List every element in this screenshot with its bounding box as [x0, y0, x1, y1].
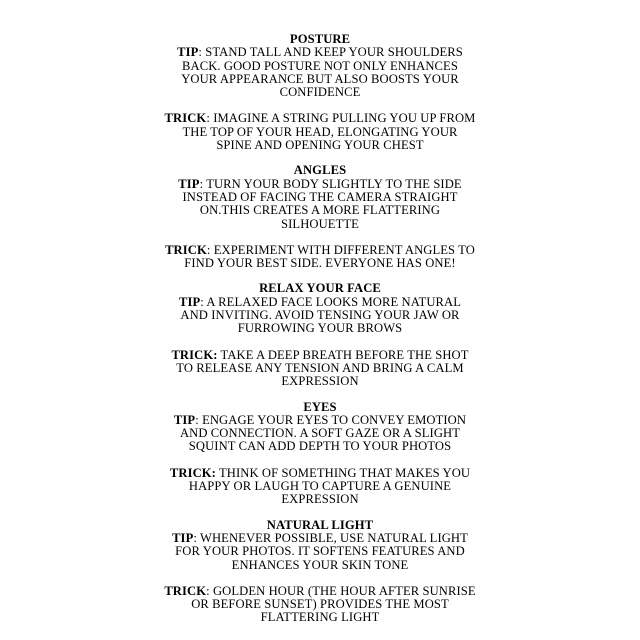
trick-line: THINK OF SOMETHING THAT MAKES YOU	[215, 465, 471, 480]
trick-label: TRICK	[165, 242, 207, 257]
tip-line: : A RELAXED FACE LOOKS MORE NATURAL	[200, 294, 462, 309]
trick-paragraph	[0, 349, 640, 389]
section-angles	[0, 164, 640, 282]
tip-paragraph	[0, 532, 640, 572]
tip-paragraph	[0, 296, 640, 336]
tip-line: INSTEAD OF FACING THE CAMERA STRAIGHT	[182, 189, 458, 204]
trick-line: SPINE AND OPENING YOUR CHEST	[216, 138, 424, 153]
trick-line: EXPRESSION	[281, 492, 359, 507]
tip-label: TIP	[173, 412, 196, 427]
tip-line: : TURN YOUR BODY SLIGHTLY TO THE SIDE	[199, 176, 462, 191]
trick-line: : GOLDEN HOUR (THE HOUR AFTER SUNRISE	[206, 583, 476, 598]
trick-label: TRICK:	[169, 465, 216, 480]
tip-line: CONFIDENCE	[279, 85, 361, 100]
section-title: ANGLES	[293, 163, 347, 178]
trick-line: TO RELEASE ANY TENSION AND BRING A CALM	[176, 360, 464, 375]
tip-line: FOR YOUR PHOTOS. IT SOFTENS FEATURES AND	[175, 544, 465, 559]
tip-label: TIP	[172, 530, 194, 545]
tip-label: TIP	[177, 45, 199, 60]
section-natural-light	[0, 519, 640, 625]
section-relax-your-face	[0, 282, 640, 400]
tip-line: FURROWING YOUR BROWS	[237, 321, 403, 336]
section-title: RELAX YOUR FACE	[259, 281, 381, 296]
section-title: NATURAL LIGHT	[266, 517, 374, 532]
tip-line: ENHANCES YOUR SKIN TONE	[231, 557, 409, 572]
trick-line: : IMAGINE A STRING PULLING YOU UP FROM	[206, 111, 476, 126]
tip-paragraph	[0, 178, 640, 231]
tips-document	[0, 33, 640, 625]
tip-line: BACK. GOOD POSTURE NOT ONLY ENHANCES	[182, 58, 458, 73]
trick-line: FIND YOUR BEST SIDE. EVERYONE HAS ONE!	[184, 256, 456, 271]
trick-line: : EXPERIMENT WITH DIFFERENT ANGLES TO	[206, 242, 475, 257]
section-title: POSTURE	[289, 32, 351, 46]
trick-line: FLATTERING LIGHT	[260, 610, 380, 625]
trick-label: TRICK	[164, 111, 207, 126]
tip-line: ON.THIS CREATES A MORE FLATTERING	[199, 203, 441, 218]
tip-label: TIP	[178, 294, 201, 309]
trick-line: HAPPY OR LAUGH TO CAPTURE A GENUINE	[188, 479, 452, 494]
trick-line: THE TOP OF YOUR HEAD, ELONGATING YOUR	[182, 124, 458, 139]
tip-label: TIP	[178, 176, 200, 191]
section-eyes	[0, 401, 640, 519]
section-posture	[0, 33, 640, 164]
tip-line: AND CONNECTION. A SOFT GAZE OR A SLIGHT	[179, 426, 461, 441]
tip-line: : WHENEVER POSSIBLE, USE NATURAL LIGHT	[193, 530, 468, 545]
tip-paragraph	[0, 46, 640, 99]
tip-line: : STAND TALL AND KEEP YOUR SHOULDERS	[198, 45, 463, 60]
tip-line: SILHOUETTE	[281, 216, 359, 231]
trick-label: TRICK:	[171, 347, 218, 362]
trick-paragraph	[0, 585, 640, 625]
tip-line: AND INVITING. AVOID TENSING YOUR JAW OR	[180, 308, 460, 323]
trick-paragraph	[0, 112, 640, 152]
section-title: EYES	[303, 399, 337, 414]
trick-line: OR BEFORE SUNSET) PROVIDES THE MOST	[191, 597, 449, 612]
trick-label: TRICK	[164, 583, 207, 598]
tip-paragraph	[0, 414, 640, 454]
tip-line: : ENGAGE YOUR EYES TO CONVEY EMOTION	[195, 412, 467, 427]
trick-line: EXPRESSION	[281, 374, 359, 389]
trick-paragraph	[0, 244, 640, 271]
trick-paragraph	[0, 467, 640, 507]
tip-line: YOUR APPEARANCE BUT ALSO BOOSTS YOUR	[181, 71, 459, 86]
tip-line: SQUINT CAN ADD DEPTH TO YOUR PHOTOS	[188, 439, 452, 454]
trick-line: TAKE A DEEP BREATH BEFORE THE SHOT	[217, 347, 469, 362]
